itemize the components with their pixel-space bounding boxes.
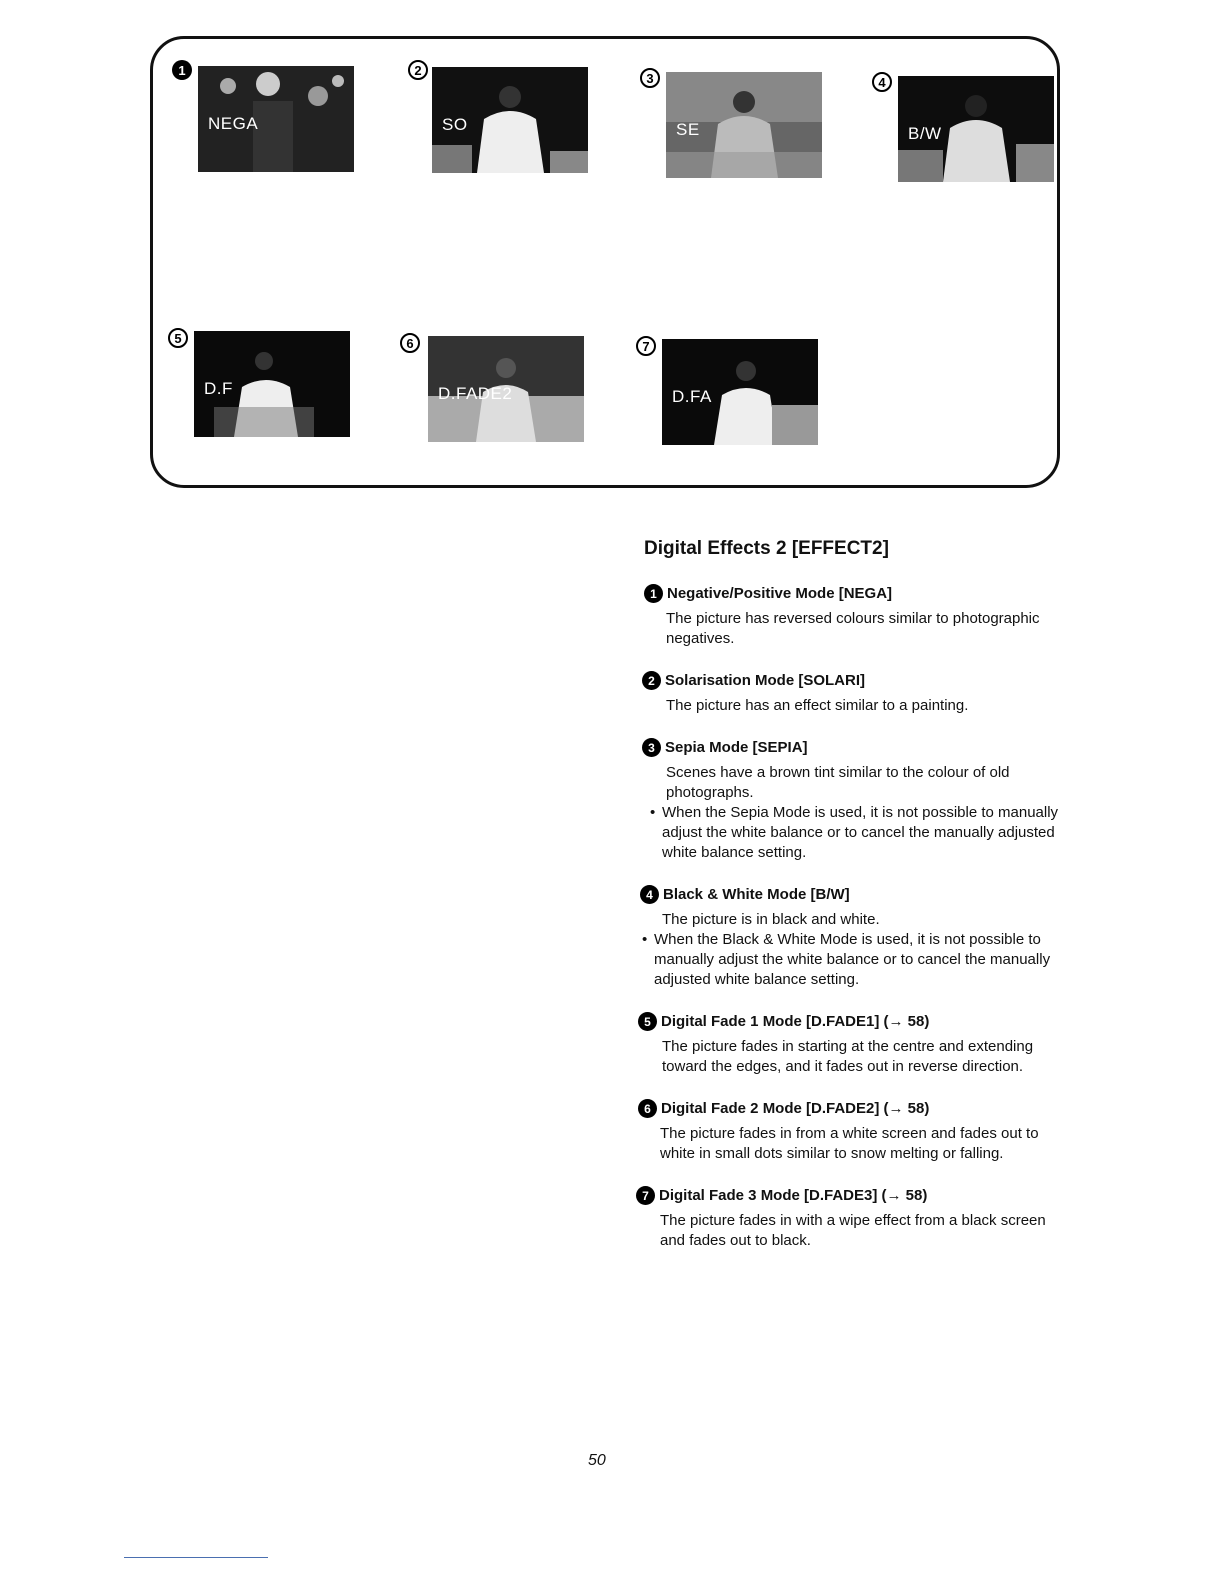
section-title-text: Digital Fade 2 Mode [D.FADE2] (→ 58) [661,1100,930,1117]
page-number: 50 [588,1452,606,1469]
section-title [642,671,1060,690]
section-body: The picture fades in with a wipe effect from a black screen and fades out to black. [660,1212,1046,1249]
dfade2-picture [428,336,584,442]
section-title [642,738,1060,757]
section-body: The picture fades in starting at the centre and extending toward the edges, and it fades out in reverse direction. [662,1038,1034,1075]
number-badge: 7 [636,1186,655,1205]
number-badge: 4 [872,72,892,92]
section-title [644,584,1060,603]
section-nega [620,584,1060,649]
thumbnail-label: B/W [908,124,942,143]
section-title-text: Digital Fade 1 Mode [D.FADE1] (→ 58) [661,1013,930,1030]
number-badge: 3 [642,738,661,757]
number-badge: 6 [400,333,420,353]
section-body: The picture has an effect similar to a painting. [666,697,969,714]
section-sepia [620,738,1060,863]
footer-rule [124,1557,268,1558]
thumbnail-label: SO [442,115,468,134]
number-badge: 6 [638,1099,657,1118]
section-title-text: Negative/Positive Mode [NEGA] [667,585,893,602]
section-title [636,1186,1060,1205]
bw-picture [898,76,1054,182]
dfade3-picture [662,339,818,445]
page-heading: Digital Effects 2 [EFFECT2] [644,538,889,559]
number-badge: 4 [640,885,659,904]
number-badge: 5 [638,1012,657,1031]
thumbnail-label: D.FA [672,387,712,406]
effects-description [620,538,1060,1273]
thumbnail-label: NEGA [208,114,259,133]
section-title-text: Digital Fade 3 Mode [D.FADE3] (→ 58) [659,1187,928,1204]
section-dfade1 [620,1012,1060,1077]
section-dfade3 [620,1186,1060,1251]
sepia-picture [666,72,822,178]
section-title-text: Solarisation Mode [SOLARI] [665,672,866,689]
section-body: Scenes have a brown tint similar to the colour of old photographs. [666,764,1010,801]
nega-picture [198,66,354,172]
number-badge: 7 [636,336,656,356]
solari-picture [432,67,588,173]
section-title [640,885,1060,904]
dfade1-picture [194,331,350,437]
section-title-text: Sepia Mode [SEPIA] [665,739,808,756]
thumbnail-label: SE [676,120,700,139]
section-note: • When the Black & White Mode is used, it is not possible to manually adjust the white balance or to cancel the manually adjusted white balance setting. [642,930,1060,990]
section-dfade2 [620,1099,1060,1164]
number-badge: 1 [644,584,663,603]
section-note: • When the Sepia Mode is used, it is not possible to manually adjust the white balance or to cancel the manually adjusted white balance setting. [650,803,1060,863]
number-badge: 5 [168,328,188,348]
thumbnail-label: D.F [204,379,233,398]
section-body: The picture fades in from a white screen and fades out to white in small dots similar to snow melting or falling. [660,1125,1039,1162]
number-badge: 2 [408,60,428,80]
section-title [638,1012,1060,1031]
section-bw [620,885,1060,990]
thumbnail-label: D.FADE2 [438,384,513,403]
number-badge: 3 [640,68,660,88]
section-body: The picture is in black and white. [662,911,880,928]
number-badge: 2 [642,671,661,690]
section-body: The picture has reversed colours similar to photographic negatives. [666,610,1040,647]
section-title [638,1099,1060,1118]
number-badge: 1 [172,60,192,80]
section-solari [620,671,1060,716]
section-title-text: Black & White Mode [B/W] [663,886,850,903]
